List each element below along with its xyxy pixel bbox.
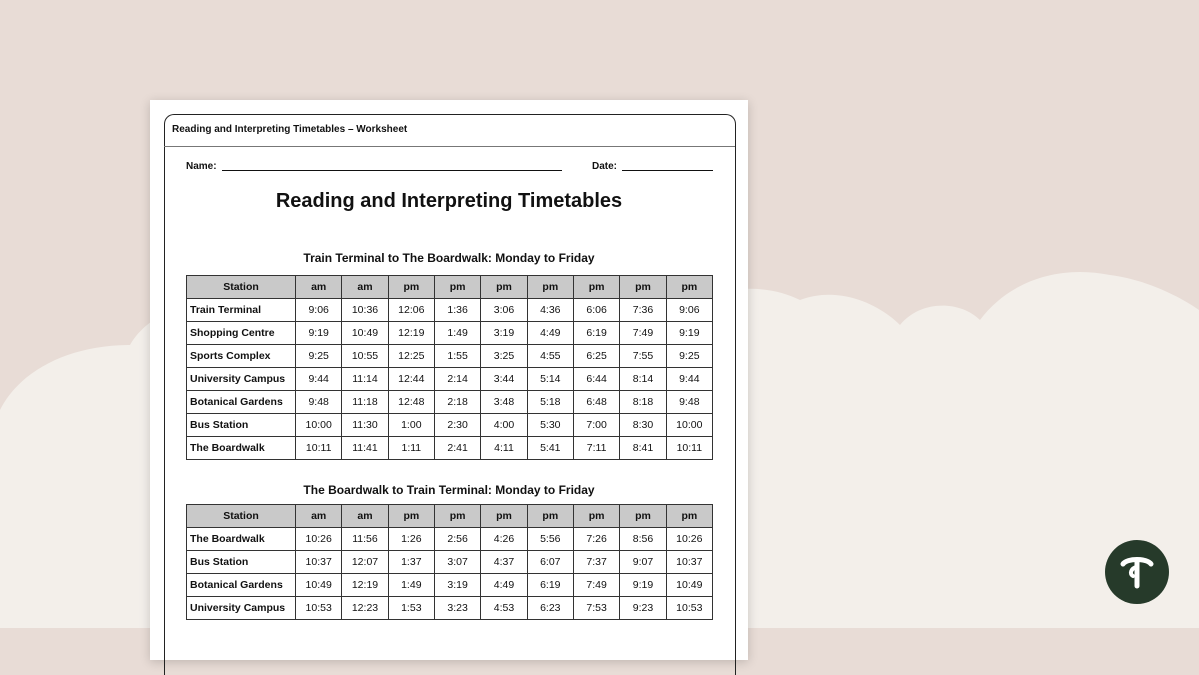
time-column-header: pm	[481, 276, 527, 299]
time-cell: 10:53	[296, 597, 342, 620]
time-cell: 4:49	[527, 322, 573, 345]
time-column-header: pm	[527, 276, 573, 299]
time-cell: 10:49	[296, 574, 342, 597]
table-row	[187, 574, 713, 597]
time-cell: 10:53	[666, 597, 712, 620]
time-cell: 9:48	[296, 391, 342, 414]
header-divider	[164, 146, 735, 147]
time-cell: 7:00	[573, 414, 619, 437]
time-column-header: am	[296, 276, 342, 299]
time-cell: 5:14	[527, 368, 573, 391]
time-cell: 5:56	[527, 528, 573, 551]
time-cell: 4:49	[481, 574, 527, 597]
station-column-header: Station	[187, 276, 296, 299]
station-name-cell: Train Terminal	[187, 299, 296, 322]
time-column-header: am	[342, 505, 388, 528]
worksheet-page	[150, 100, 748, 660]
table-row	[187, 368, 713, 391]
timetable-return	[186, 504, 713, 620]
station-name-cell: The Boardwalk	[187, 528, 296, 551]
time-cell: 3:48	[481, 391, 527, 414]
station-name-cell: University Campus	[187, 368, 296, 391]
time-cell: 4:26	[481, 528, 527, 551]
time-column-header: pm	[573, 276, 619, 299]
time-cell: 6:07	[527, 551, 573, 574]
time-cell: 4:00	[481, 414, 527, 437]
time-cell: 10:26	[666, 528, 712, 551]
table2-caption: The Boardwalk to Train Terminal: Monday to Friday	[303, 483, 595, 497]
time-cell: 7:53	[573, 597, 619, 620]
time-cell: 1:49	[434, 322, 480, 345]
time-cell: 6:48	[573, 391, 619, 414]
time-cell: 10:11	[666, 437, 712, 460]
time-cell: 12:44	[388, 368, 434, 391]
time-cell: 9:44	[296, 368, 342, 391]
time-cell: 11:18	[342, 391, 388, 414]
date-label: Date:	[592, 161, 618, 172]
table-row	[187, 322, 713, 345]
time-cell: 3:06	[481, 299, 527, 322]
time-column-header: pm	[620, 505, 666, 528]
time-cell: 7:36	[620, 299, 666, 322]
time-cell: 10:37	[296, 551, 342, 574]
time-cell: 9:25	[296, 345, 342, 368]
time-cell: 3:19	[481, 322, 527, 345]
time-column-header: pm	[666, 505, 712, 528]
time-column-header: pm	[434, 505, 480, 528]
station-name-cell: Botanical Gardens	[187, 391, 296, 414]
time-cell: 10:26	[296, 528, 342, 551]
time-cell: 7:49	[620, 322, 666, 345]
time-cell: 10:11	[296, 437, 342, 460]
time-cell: 3:07	[434, 551, 480, 574]
time-cell: 6:44	[573, 368, 619, 391]
time-cell: 9:44	[666, 368, 712, 391]
time-cell: 6:25	[573, 345, 619, 368]
time-cell: 7:49	[573, 574, 619, 597]
table-row	[187, 551, 713, 574]
station-name-cell: Sports Complex	[187, 345, 296, 368]
time-column-header: pm	[666, 276, 712, 299]
time-cell: 4:11	[481, 437, 527, 460]
table-header-row	[187, 505, 713, 528]
time-cell: 7:11	[573, 437, 619, 460]
station-name-cell: Shopping Centre	[187, 322, 296, 345]
time-cell: 1:36	[434, 299, 480, 322]
time-column-header: pm	[388, 276, 434, 299]
time-cell: 4:37	[481, 551, 527, 574]
time-cell: 3:23	[434, 597, 480, 620]
time-cell: 9:06	[666, 299, 712, 322]
time-cell: 12:06	[388, 299, 434, 322]
time-cell: 9:23	[620, 597, 666, 620]
time-cell: 2:30	[434, 414, 480, 437]
table1-caption: Train Terminal to The Boardwalk: Monday to Friday	[303, 251, 595, 265]
time-cell: 6:06	[573, 299, 619, 322]
time-cell: 1:55	[434, 345, 480, 368]
time-cell: 8:30	[620, 414, 666, 437]
station-name-cell: The Boardwalk	[187, 437, 296, 460]
time-cell: 10:00	[296, 414, 342, 437]
time-column-header: pm	[434, 276, 480, 299]
time-cell: 1:49	[388, 574, 434, 597]
time-cell: 6:23	[527, 597, 573, 620]
time-cell: 7:55	[620, 345, 666, 368]
station-name-cell: Botanical Gardens	[187, 574, 296, 597]
name-label: Name:	[186, 161, 217, 172]
time-cell: 4:36	[527, 299, 573, 322]
time-column-header: pm	[388, 505, 434, 528]
time-cell: 11:56	[342, 528, 388, 551]
time-cell: 1:11	[388, 437, 434, 460]
time-cell: 12:19	[388, 322, 434, 345]
time-cell: 9:25	[666, 345, 712, 368]
time-cell: 12:23	[342, 597, 388, 620]
table-row	[187, 528, 713, 551]
time-cell: 2:41	[434, 437, 480, 460]
time-cell: 9:07	[620, 551, 666, 574]
station-name-cell: Bus Station	[187, 551, 296, 574]
time-cell: 7:26	[573, 528, 619, 551]
time-cell: 3:44	[481, 368, 527, 391]
time-cell: 12:19	[342, 574, 388, 597]
table-row	[187, 391, 713, 414]
time-cell: 4:53	[481, 597, 527, 620]
worksheet-header: Reading and Interpreting Timetables – Worksheet	[172, 124, 408, 135]
time-cell: 6:19	[573, 322, 619, 345]
table-row	[187, 597, 713, 620]
time-cell: 9:19	[620, 574, 666, 597]
timetable-outbound	[186, 275, 713, 460]
time-cell: 12:48	[388, 391, 434, 414]
time-cell: 9:48	[666, 391, 712, 414]
time-cell: 1:26	[388, 528, 434, 551]
time-cell: 1:00	[388, 414, 434, 437]
time-cell: 2:56	[434, 528, 480, 551]
table-row	[187, 345, 713, 368]
time-cell: 12:25	[388, 345, 434, 368]
time-cell: 8:18	[620, 391, 666, 414]
table-header-row	[187, 276, 713, 299]
time-column-header: pm	[481, 505, 527, 528]
time-cell: 5:30	[527, 414, 573, 437]
time-cell: 7:37	[573, 551, 619, 574]
station-name-cell: University Campus	[187, 597, 296, 620]
time-cell: 10:37	[666, 551, 712, 574]
time-cell: 5:18	[527, 391, 573, 414]
station-name-cell: Bus Station	[187, 414, 296, 437]
time-column-header: pm	[620, 276, 666, 299]
time-cell: 10:00	[666, 414, 712, 437]
time-cell: 1:53	[388, 597, 434, 620]
table-row	[187, 437, 713, 460]
time-cell: 9:19	[296, 322, 342, 345]
time-cell: 10:36	[342, 299, 388, 322]
time-column-header: pm	[527, 505, 573, 528]
time-cell: 4:55	[527, 345, 573, 368]
name-line	[222, 170, 562, 171]
time-cell: 2:18	[434, 391, 480, 414]
time-cell: 12:07	[342, 551, 388, 574]
time-cell: 11:14	[342, 368, 388, 391]
time-cell: 9:19	[666, 322, 712, 345]
station-column-header: Station	[187, 505, 296, 528]
time-cell: 5:41	[527, 437, 573, 460]
page-title: Reading and Interpreting Timetables	[275, 190, 623, 212]
date-line	[622, 170, 713, 171]
table-row	[187, 299, 713, 322]
time-cell: 8:14	[620, 368, 666, 391]
time-cell: 3:19	[434, 574, 480, 597]
time-cell: 11:30	[342, 414, 388, 437]
teach-starter-logo-icon	[1105, 540, 1169, 604]
table-row	[187, 414, 713, 437]
time-cell: 10:49	[342, 322, 388, 345]
time-cell: 2:14	[434, 368, 480, 391]
time-cell: 1:37	[388, 551, 434, 574]
time-cell: 8:56	[620, 528, 666, 551]
time-column-header: pm	[573, 505, 619, 528]
time-cell: 9:06	[296, 299, 342, 322]
time-column-header: am	[296, 505, 342, 528]
time-cell: 6:19	[527, 574, 573, 597]
time-cell: 8:41	[620, 437, 666, 460]
time-cell: 10:55	[342, 345, 388, 368]
time-cell: 11:41	[342, 437, 388, 460]
time-cell: 3:25	[481, 345, 527, 368]
time-cell: 10:49	[666, 574, 712, 597]
time-column-header: am	[342, 276, 388, 299]
